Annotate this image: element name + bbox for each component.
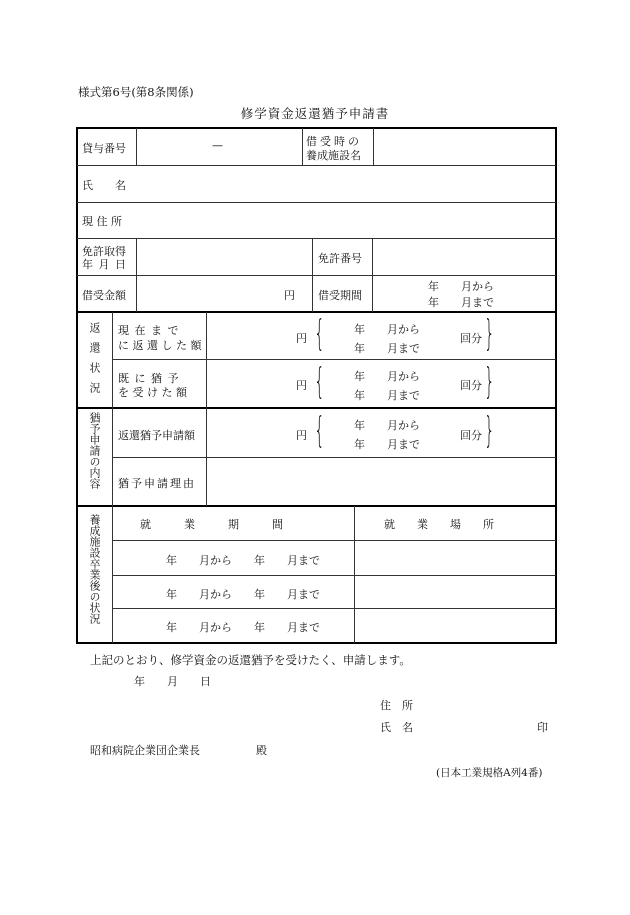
- loan-number-value: —: [212, 139, 223, 152]
- applicant-name-label: 氏 名: [380, 721, 413, 734]
- addressee: 昭和病院企業団企業長: [90, 744, 200, 757]
- repayment-status-label: 返還状況: [88, 322, 101, 402]
- repaid-from: 年 月から: [354, 323, 420, 336]
- deferred-to: 年 月まで: [354, 389, 420, 402]
- repaid-installments: 回分: [460, 332, 482, 345]
- current-address-field[interactable]: [140, 206, 552, 236]
- training-facility-label: 借受時の: [306, 135, 362, 148]
- repaid-yen: 円: [296, 332, 307, 345]
- deferred-yen: 円: [296, 379, 307, 392]
- deferral-amount-label: 返還猶予申請額: [118, 429, 195, 442]
- workplace-field-3[interactable]: [358, 612, 552, 640]
- deferral-reason-label: 猶予申請理由: [118, 477, 196, 490]
- employment-period-row-1: 年 月から 年 月まで: [166, 554, 320, 567]
- loan-amount-label: 借受金額: [82, 289, 126, 302]
- repaid-to: 年 月まで: [354, 342, 420, 355]
- repaid-amount-label: 現 在 ま で: [118, 324, 180, 337]
- employment-period-header: 就 業 期 間: [140, 518, 283, 531]
- right-brace-icon: }: [484, 361, 495, 402]
- form-number: 様式第6号(第8条関係): [78, 85, 194, 99]
- page-title: 修学資金返還猶予申請書: [240, 106, 390, 121]
- deferral-to: 年 月まで: [354, 438, 420, 451]
- deferred-from: 年 月から: [354, 370, 420, 383]
- paper-size-note: (日本工業規格A列4番): [436, 767, 543, 779]
- applicant-address-label: 住 所: [380, 699, 413, 712]
- post-graduation-status-label: 養成施設卒業後の状況: [88, 514, 101, 624]
- addressee-honorific: 殿: [256, 744, 267, 757]
- seal-mark: 印: [537, 721, 548, 734]
- loan-amount-yen: 円: [284, 289, 295, 302]
- deferred-amount-label-line2: を 受 け た 額: [118, 386, 187, 399]
- training-facility-label-line2: 養成施設名: [306, 149, 361, 162]
- training-facility-field[interactable]: [378, 131, 552, 161]
- right-brace-icon: }: [484, 313, 495, 354]
- loan-period-label: 借受期間: [318, 289, 362, 302]
- loan-period-from: 年 月から: [428, 280, 494, 293]
- workplace-field-1[interactable]: [358, 544, 552, 572]
- current-address-label: 現 住 所: [82, 215, 122, 228]
- deferral-installments: 回分: [460, 429, 482, 442]
- deferred-amount-label: 既 に 猶 予: [118, 372, 180, 385]
- deferral-content-label: 猶予申請の内容: [88, 412, 101, 489]
- license-date-label: 免許取得: [82, 245, 126, 258]
- license-number-label: 免許番号: [318, 252, 362, 265]
- deferral-yen: 円: [296, 429, 307, 442]
- license-number-field[interactable]: [378, 242, 552, 272]
- loan-period-to: 年 月まで: [428, 296, 494, 309]
- employment-period-row-3: 年 月から 年 月まで: [166, 621, 320, 634]
- deferred-installments: 回分: [460, 379, 482, 392]
- license-date-label-line2: 年 月 日: [82, 258, 127, 271]
- workplace-header: 就 業 場 所: [384, 518, 494, 531]
- left-brace-icon: {: [314, 313, 325, 354]
- employment-period-row-2: 年 月から 年 月まで: [166, 588, 320, 601]
- left-brace-icon: {: [314, 361, 325, 402]
- repaid-amount-label-line2: に 返 還 し た 額: [118, 339, 202, 352]
- application-statement: 上記のとおり、修学資金の返還猶予を受けたく、申請します。: [90, 653, 411, 667]
- workplace-field-2[interactable]: [358, 579, 552, 606]
- deferral-from: 年 月から: [354, 419, 420, 432]
- left-brace-icon: {: [314, 410, 325, 451]
- license-date-field[interactable]: [140, 242, 308, 272]
- name-field[interactable]: [140, 169, 552, 199]
- loan-number-label: 貸与番号: [82, 142, 126, 155]
- right-brace-icon: }: [484, 410, 495, 451]
- deferral-reason-field[interactable]: [210, 461, 552, 503]
- application-date: 年 月 日: [134, 675, 211, 688]
- name-label: 氏 名: [82, 179, 126, 192]
